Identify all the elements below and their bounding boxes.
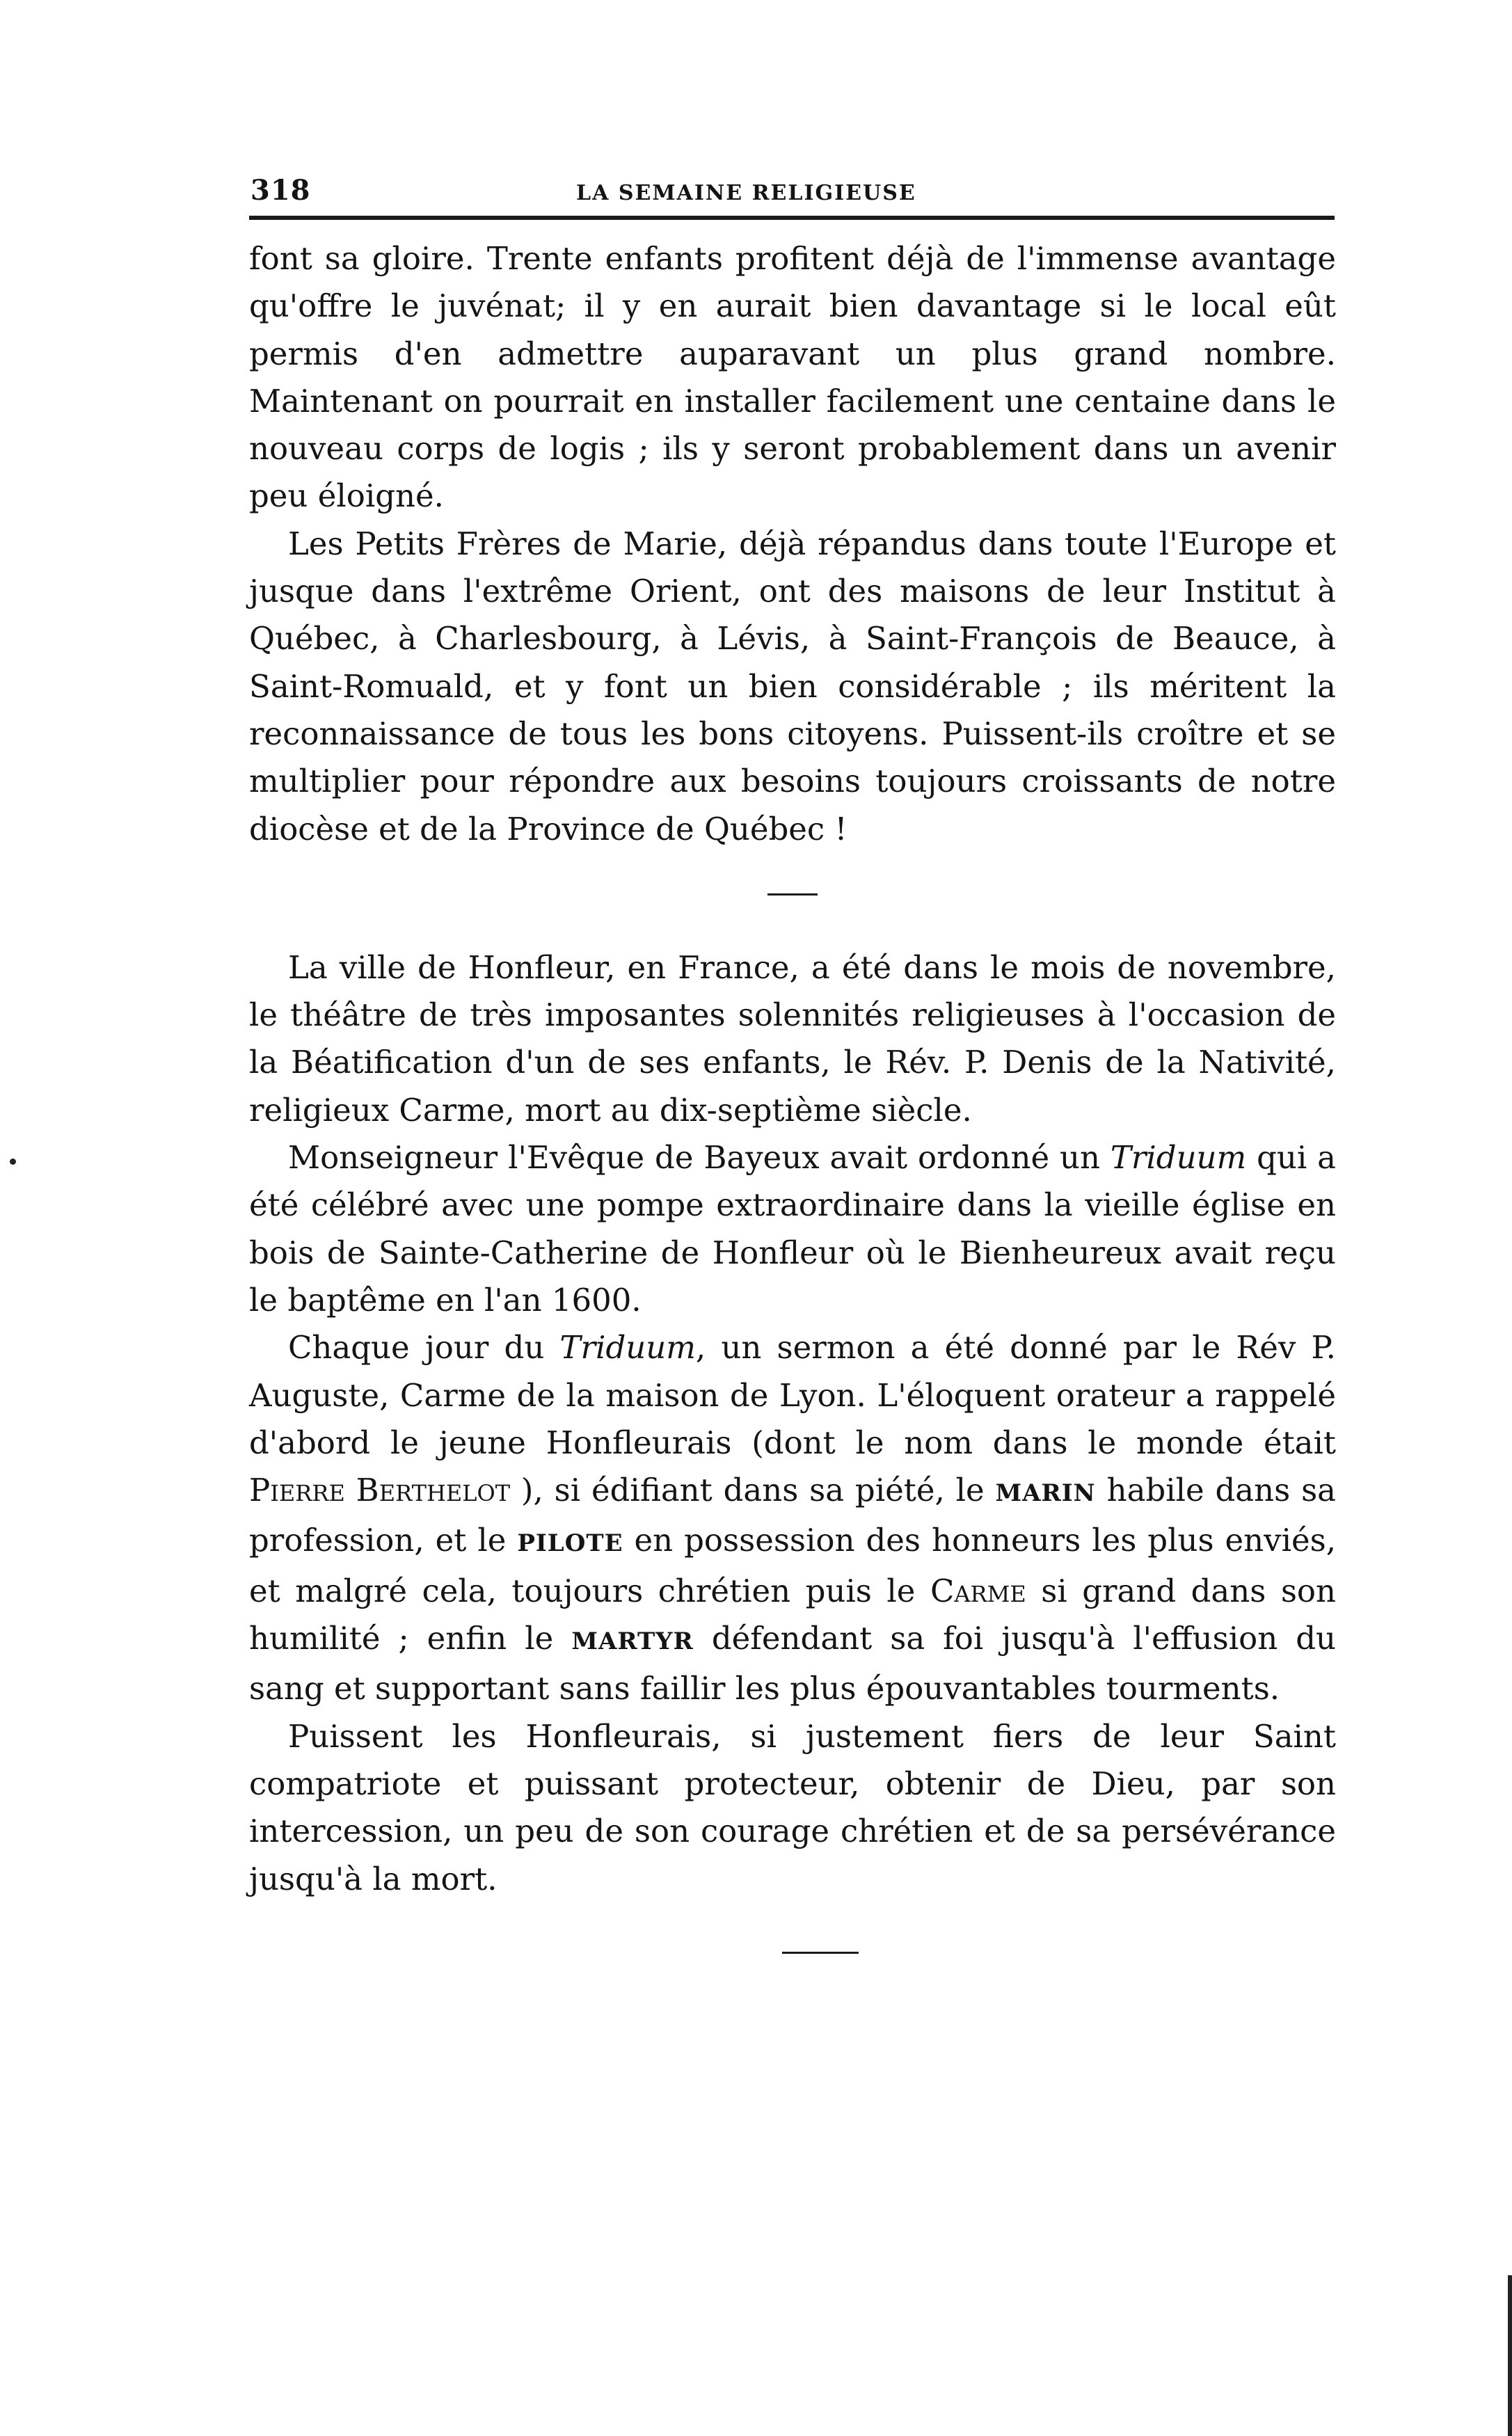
emphasis-carme: Carme	[930, 1572, 1026, 1609]
text-fragment: Chaque jour du	[288, 1329, 560, 1367]
text-fragment: ), si édifiant dans sa piété, le	[510, 1472, 996, 1509]
text-fragment: habile dans sa profession, et le	[249, 1472, 1336, 1559]
paragraph-juvenat: font sa gloire. Trente enfants profitent déjà de l'immense avantage qu'offre le juvénat; il y en aurait bien davantage si le local eût permis d'en admettre auparavant un plus grand nombre. Maintenant on pourrait en installer facilement une centaine dans le nouveau corps de logis ; ils y seront probablement dans un avenir peu éloigné.	[249, 240, 1336, 515]
journal-title: LA SEMAINE RELIGIEUSE	[576, 181, 916, 205]
end-divider	[782, 1952, 859, 1954]
paragraph-petits-freres: Les Petits Frères de Marie, déjà répandus dans toute l'Europe et jusque dans l'extrême Orient, ont des maisons de leur Institut à Québec, à Charlesbourg, à Lévis, à Saint-François de Beauce, à Saint-Romuald, et y font un bien considérable ; ils méritent la reconnaissance de tous les bons citoyens. Puissent-ils croître et se multiplier pour répondre aux besoins toujours croissants de notre diocèse et de la Province de Québec !	[249, 525, 1336, 847]
italic-term: Triduum	[1110, 1139, 1247, 1177]
running-head	[249, 167, 1336, 216]
article-body	[249, 235, 1336, 1954]
paragraph-honfleur: La ville de Honfleur, en France, a été dans le mois de novembre, le théâtre de très imposantes solennités religieuses à l'occasion de la Béatification d'un de ses enfants, le Rév. P. Denis de la Nativité, religieux Carme, mort au dix-septième siècle.	[249, 948, 1336, 1129]
emphasis-pilote: PILOTE	[517, 1529, 623, 1558]
text-fragment: en possession des honneurs les plus enviés, et malgré cela, toujours chrétien puis le	[249, 1522, 1336, 1609]
paragraph-triduum	[249, 1134, 1336, 1324]
text-fragment: , un sermon a été donné par le Rév P. Auguste, Carme de la maison de Lyon. L'éloquent orateur a rappelé d'abord le jeune Honfleurais (dont le nom dans le monde était	[249, 1329, 1336, 1461]
text-fragment: Monseigneur l'Evêque de Bayeux avait ordonné un	[288, 1139, 1111, 1177]
text-fragment: défendant sa foi jusqu'à l'effusion du sang et supportant sans faillir les plus épouvantables tourments.	[249, 1620, 1336, 1707]
paragraph-sermon	[249, 1324, 1336, 1712]
section-divider	[767, 893, 818, 895]
italic-term: Triduum	[559, 1329, 696, 1367]
text-fragment: qui a été célébré avec une pompe extraordinaire dans la vieille église en bois de Sainte-Catherine de Honfleur où le Bienheureux avait reçu le baptême en l'an 1600.	[249, 1139, 1336, 1319]
page-number: 318	[250, 174, 311, 207]
emphasis-marin: MARIN	[995, 1479, 1096, 1508]
text-fragment: si grand dans son humilité ; enfin le	[249, 1572, 1337, 1657]
page	[249, 167, 1336, 2003]
page-edge-shadow	[1508, 2275, 1512, 2436]
emphasis-martyr: MARTYR	[571, 1627, 694, 1656]
paragraph-closing: Puissent les Honfleurais, si justement fiers de leur Saint compatriote et puissant protecteur, obtenir de Dieu, par son intercession, un peu de son courage chrétien et de sa persévérance jusqu'à la mort.	[249, 1717, 1336, 1897]
margin-speck	[10, 1159, 16, 1165]
header-rule	[249, 216, 1335, 220]
small-caps-name: Pierre Berthelot	[249, 1472, 511, 1509]
